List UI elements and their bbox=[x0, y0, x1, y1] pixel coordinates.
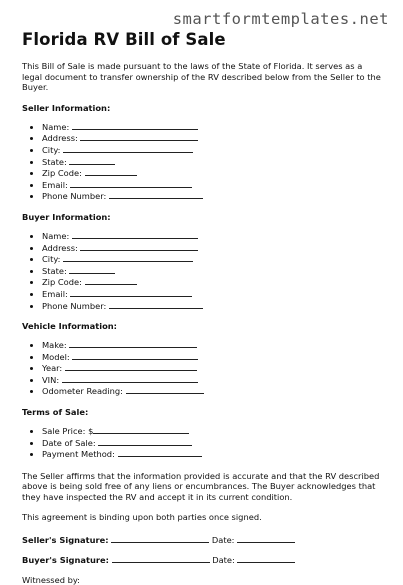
buyer-name-field[interactable]: • Name: bbox=[42, 230, 382, 242]
vehicle-make-field[interactable]: • Make: bbox=[42, 339, 382, 351]
seller-zip-blank[interactable] bbox=[85, 167, 137, 176]
buyer-heading: Buyer Information: bbox=[22, 211, 111, 222]
vehicle-odometer-field[interactable]: • Odometer Reading: bbox=[42, 385, 382, 397]
document-title: Florida RV Bill of Sale bbox=[22, 30, 226, 49]
witness-line: Witnessed by: bbox=[22, 574, 80, 585]
terms-fields bbox=[22, 425, 382, 460]
seller-phone-blank[interactable] bbox=[109, 190, 203, 199]
seller-signature-blank[interactable] bbox=[111, 534, 209, 543]
buyer-signature-blank[interactable] bbox=[112, 554, 210, 563]
buyer-fields bbox=[22, 230, 382, 311]
seller-fields bbox=[22, 121, 382, 202]
vehicle-vin-field[interactable]: • VIN: bbox=[42, 374, 382, 386]
intro-paragraph: This Bill of Sale is made pursuant to the laws of the State of Florida. It serves as a legal document to transfer ownership of the RV described below from the Seller to the Buyer. bbox=[22, 61, 381, 93]
vehicle-odometer-blank[interactable] bbox=[126, 385, 204, 394]
seller-signature-line[interactable]: Seller's Signature: Date: bbox=[22, 534, 382, 545]
seller-heading: Seller Information: bbox=[22, 102, 111, 113]
buyer-state-field[interactable]: • State: bbox=[42, 265, 382, 277]
vehicle-model-blank[interactable] bbox=[72, 351, 198, 360]
terms-heading: Terms of Sale: bbox=[22, 407, 89, 418]
buyer-signature-line[interactable]: Buyer's Signature: Date: bbox=[22, 554, 382, 565]
buyer-phone-blank[interactable] bbox=[109, 300, 203, 309]
site-watermark: smartformtemplates.net bbox=[172, 10, 389, 28]
payment-method-field[interactable]: • Payment Method: bbox=[42, 448, 382, 460]
sale-date-field[interactable]: • Date of Sale: bbox=[42, 437, 382, 449]
vehicle-make-blank[interactable] bbox=[69, 339, 197, 348]
seller-name-blank[interactable] bbox=[72, 121, 198, 130]
sale-price-field[interactable]: • Sale Price: $ bbox=[42, 425, 382, 437]
vehicle-year-field[interactable]: • Year: bbox=[42, 362, 382, 374]
vehicle-fields bbox=[22, 339, 382, 397]
buyer-state-blank[interactable] bbox=[69, 265, 115, 274]
sale-date-blank[interactable] bbox=[98, 437, 192, 446]
seller-phone-field[interactable]: • Phone Number: bbox=[42, 190, 382, 202]
seller-address-field[interactable]: • Address: bbox=[42, 132, 382, 144]
binding-paragraph: This agreement is binding upon both parties once signed. bbox=[22, 512, 262, 523]
buyer-address-field[interactable]: • Address: bbox=[42, 242, 382, 254]
buyer-address-blank[interactable] bbox=[80, 242, 198, 251]
bill-of-sale-document bbox=[22, 30, 382, 585]
buyer-name-blank[interactable] bbox=[72, 230, 198, 239]
seller-city-field[interactable]: • City: bbox=[42, 144, 382, 156]
seller-zip-field[interactable]: • Zip Code: bbox=[42, 167, 382, 179]
buyer-city-field[interactable]: • City: bbox=[42, 253, 382, 265]
vehicle-heading: Vehicle Information: bbox=[22, 321, 117, 332]
seller-state-field[interactable]: • State: bbox=[42, 156, 382, 168]
buyer-city-blank[interactable] bbox=[63, 253, 193, 262]
vehicle-vin-blank[interactable] bbox=[62, 374, 198, 383]
seller-state-blank[interactable] bbox=[69, 156, 115, 165]
buyer-email-field[interactable]: • Email: bbox=[42, 288, 382, 300]
seller-email-blank[interactable] bbox=[70, 179, 192, 188]
payment-method-blank[interactable] bbox=[118, 448, 202, 457]
seller-address-blank[interactable] bbox=[80, 132, 198, 141]
seller-city-blank[interactable] bbox=[63, 144, 193, 153]
seller-name-field[interactable]: • Name: bbox=[42, 121, 382, 133]
buyer-zip-field[interactable]: • Zip Code: bbox=[42, 276, 382, 288]
buyer-date-blank[interactable] bbox=[237, 554, 295, 563]
buyer-phone-field[interactable]: • Phone Number: bbox=[42, 300, 382, 312]
sale-price-blank[interactable] bbox=[93, 425, 189, 434]
seller-email-field[interactable]: • Email: bbox=[42, 179, 382, 191]
affirmation-paragraph: The Seller affirms that the information provided is accurate and that the RV described above is being sold free of any liens or encumbrances. The Buyer acknowledges that they have inspected the RV and accept it in its current condition. bbox=[22, 470, 380, 502]
vehicle-model-field[interactable]: • Model: bbox=[42, 351, 382, 363]
buyer-zip-blank[interactable] bbox=[85, 276, 137, 285]
seller-date-blank[interactable] bbox=[237, 534, 295, 543]
vehicle-year-blank[interactable] bbox=[65, 362, 197, 371]
buyer-email-blank[interactable] bbox=[70, 288, 192, 297]
